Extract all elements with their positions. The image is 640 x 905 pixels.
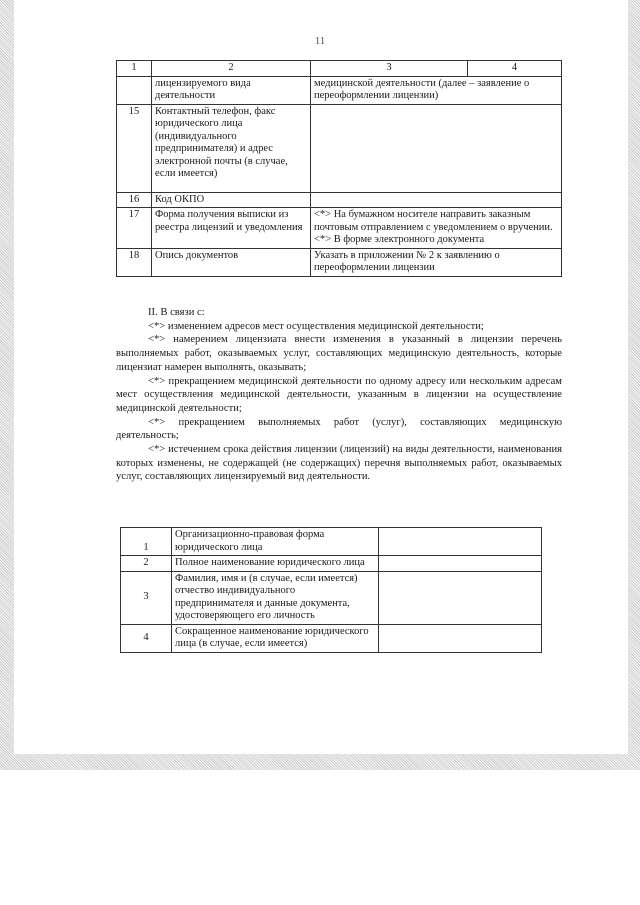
column-header: 4 [468, 61, 562, 77]
reason-item: <*> прекращением выполняемых работ (услуг), составляющих медицинскую деятельность; [116, 416, 562, 442]
row-label: лицензируемого вида деятельности [152, 76, 311, 104]
row-number: 4 [121, 624, 172, 652]
row-number: 17 [117, 208, 152, 249]
row-number: 3 [121, 571, 172, 624]
row-label: Опись документов [152, 248, 311, 276]
row-number [117, 76, 152, 104]
row-number: 15 [117, 104, 152, 192]
row-value [379, 528, 542, 556]
delivery-option-paper: <*> На бумажном носителе направить заказным почтовым отправлением с уведомлением о вручении. [314, 209, 553, 233]
row-value [379, 556, 542, 572]
row-label: Форма получения выписки из реестра лицензий и уведомления [152, 208, 311, 249]
table-header-row [117, 61, 562, 77]
table-row [121, 528, 542, 556]
reason-item: <*> истечением срока действия лицензии (лицензий) на виды деятельности, наименования которых изменены, не содержащей (не содержащих) перечня выполняемых работ, оказываемых услуг, составляющих лицензируемый вид деятельности. [116, 444, 562, 483]
column-header: 1 [117, 61, 152, 77]
row-value [379, 571, 542, 624]
delivery-option-electronic: <*> В форме электронного документа [314, 234, 485, 245]
table-row [117, 192, 562, 208]
page-number: 11 [314, 35, 326, 47]
table-row [117, 76, 562, 104]
row-label: Код ОКПО [152, 192, 311, 208]
row-label: Полное наименование юридического лица [172, 556, 379, 572]
section-2 [116, 306, 562, 484]
table-row [117, 248, 562, 276]
row-number: 2 [121, 556, 172, 572]
table-row [121, 556, 542, 572]
row-number: 18 [117, 248, 152, 276]
row-number: 16 [117, 192, 152, 208]
section-heading: II. В связи с: [148, 307, 205, 318]
bottom-margin [0, 770, 640, 905]
reason-item: <*> изменением адресов мест осуществления медицинской деятельности; [148, 320, 484, 332]
row-value: медицинской деятельности (далее – заявление о переоформлении лицензии) [311, 76, 562, 104]
table-row [121, 571, 542, 624]
reason-item: <*> прекращением медицинской деятельности по одному адресу или нескольким адресам мест осуществления медицинской деятельности, указанным в лицензии на осуществление медицинской деятельности; [116, 375, 562, 414]
reason-item: <*> намерением лицензиата внести изменения в указанный в лицензии перечень выполняемых работ, оказываемых услуг, составляющих медицинскую деятельность, которые лицензиат намерен выполнять, оказывать; [116, 334, 562, 373]
row-number: 1 [121, 528, 172, 556]
row-label: Сокращенное наименование юридического лица (в случае, если имеется) [172, 624, 379, 652]
row-value [311, 208, 562, 249]
licensee-details-table [120, 527, 542, 653]
row-value [311, 104, 562, 192]
table-row [117, 104, 562, 192]
table-row [117, 208, 562, 249]
license-form-table-continued [116, 60, 562, 277]
row-value [379, 624, 542, 652]
row-label: Контактный телефон, факс юридического лица (индивидуального предпринимателя) и адрес электронной почты (в случае, если имеется) [152, 104, 311, 192]
row-value [311, 192, 562, 208]
column-header: 2 [152, 61, 311, 77]
row-label: Организационно-правовая форма юридического лица [172, 528, 379, 556]
table-row [121, 624, 542, 652]
row-value: Указать в приложении № 2 к заявлению о переоформлении лицензии [311, 248, 562, 276]
column-header: 3 [311, 61, 468, 77]
row-label: Фамилия, имя и (в случае, если имеется) отчество индивидуального предпринимателя и данные документа, удостоверяющего его личность [172, 571, 379, 624]
